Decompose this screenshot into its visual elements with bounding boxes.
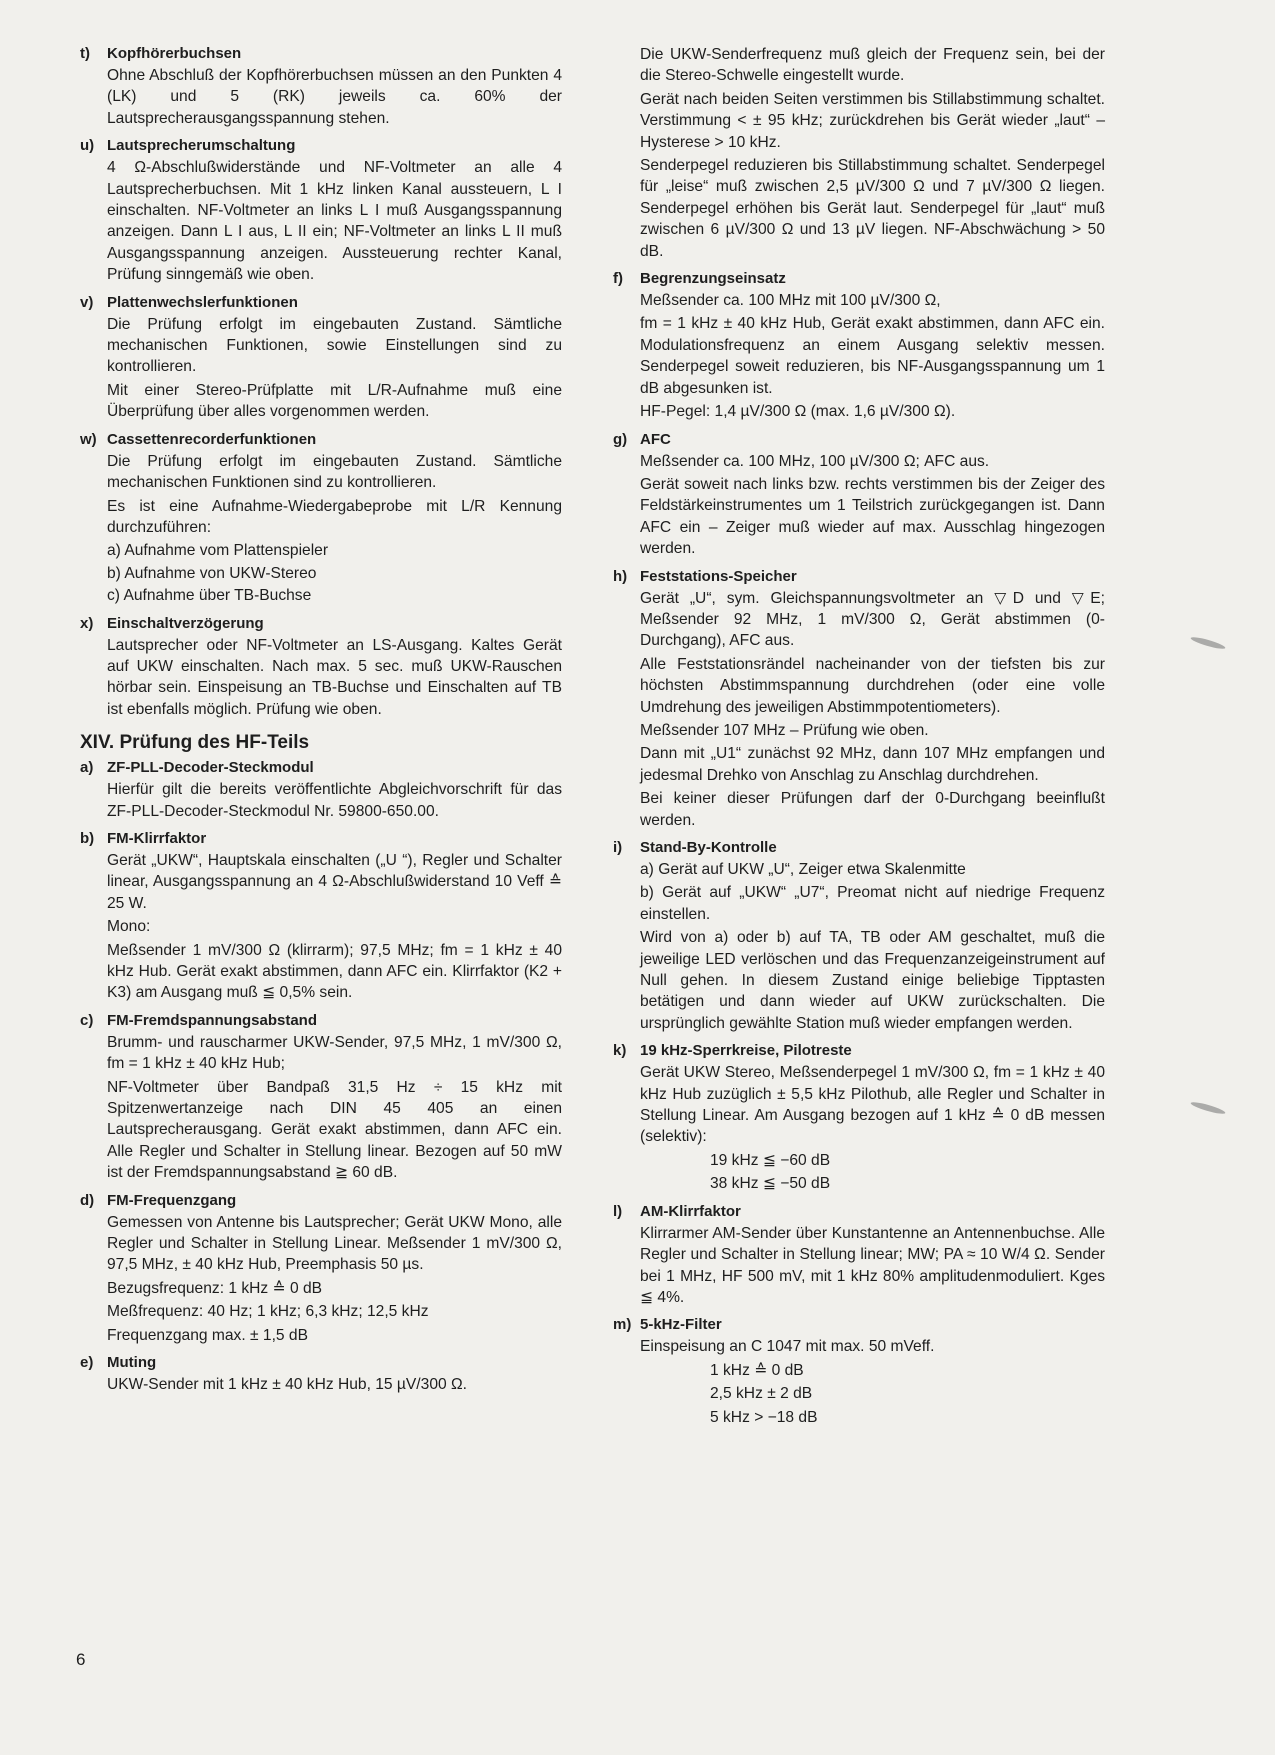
list-item: b) Aufnahme von UKW-Stereo [107,564,317,582]
section [80,136,562,285]
section-letter: l) [613,1202,623,1220]
paper-mark-upper [1190,635,1226,651]
section-body [107,157,562,285]
section-body [640,290,1105,422]
paragraph: Die Prüfung erfolgt im eingebauten Zustand. Sämtliche mechanischen Funktionen, sowie Einstellungen sind zu kontrollieren. [107,315,562,376]
section-body [107,779,562,822]
section-body [107,850,562,1004]
paragraph: Bei keiner dieser Prüfungen darf der 0-Durchgang beeinflußt werden. [640,790,1105,829]
section-letter: w) [80,430,97,448]
section-body [107,314,562,423]
chapter-title: XIV. Prüfung des HF-Teils [80,732,310,754]
section-body [107,1032,562,1184]
section-letter: i) [613,839,623,856]
section-heading [613,1202,1105,1221]
section-letter: a) [80,759,94,777]
section-letter: v) [80,293,94,311]
section-title: 19 kHz-Sperrkreise, Pilotreste [640,1042,852,1060]
section-title: ZF-PLL-Decoder-Steckmodul [107,759,314,777]
section-heading [80,1191,562,1210]
section-heading [80,1353,562,1372]
section-title: Cassettenrecorderfunktionen [107,430,317,448]
section-title: FM-Fremdspannungsabstand [107,1011,318,1029]
paragraph: Meßsender 1 mV/300 Ω (klirrarm); 97,5 MHz; fm = 1 kHz ± 40 kHz Hub. Gerät exakt abstimmen, dann AFC ein. Klirrfaktor (K2 + K3) am Ausgang muß ≦ 0,5% sein. [107,941,562,1002]
section [80,430,562,607]
list-item: a) Aufnahme vom Plattenspieler [107,542,329,560]
section [80,1191,562,1346]
paragraph: Wird von a) oder b) auf TA, TB oder AM geschaltet, muß die jeweilige LED verlöschen und das Frequenzanzeigeinstrument auf Null gehen. In diesem Zustand einige beliebige Tipptasten betätigen und dann wieder auf UKW zurückschalten. Die ursprünglich gewählte Station muß wieder empfangen werden. [640,929,1105,1032]
paragraph: Meßfrequenz: 40 Hz; 1 kHz; 6,3 kHz; 12,5 kHz [107,1303,429,1321]
paragraph: Lautsprecher oder NF-Voltmeter an LS-Ausgang. Kaltes Gerät auf UKW einschalten. Nach max. 5 sec. muß UKW-Rauschen hörbar sein. Einspeisung an TB-Buchse und Einschalten auf TB ist ebenfalls möglich. Prüfung wie oben. [107,636,562,718]
paragraph: fm = 1 kHz ± 40 kHz Hub, Gerät exakt abstimmen, dann AFC ein. Modulationsfrequenz an einem Ausgang selektiv messen. Senderpegel soweit reduzieren, bis NF-Ausgangsspannung um 1 dB abgesunken ist. [640,315,1105,397]
paragraph: Die UKW-Senderfrequenz muß gleich der Frequenz sein, bei der die Stereo-Schwelle eingestellt wurde. [640,46,1105,85]
paragraph: HF-Pegel: 1,4 µV/300 Ω (max. 1,6 µV/300 Ω). [640,403,956,421]
section [80,614,562,721]
paragraph: Meßsender ca. 100 MHz mit 100 µV/300 Ω, [640,292,941,310]
section-title: Plattenwechslerfunktionen [107,293,298,311]
section-letter: b) [80,829,95,847]
section-body [640,1062,1105,1194]
list-item: c) Aufnahme über TB-Buchse [107,587,312,605]
paragraph: 1 kHz ≙ 0 dB [710,1361,804,1379]
section-heading [80,829,562,848]
section [613,1041,1105,1194]
paragraph: Gerät UKW Stereo, Meßsenderpegel 1 mV/300 Ω, fm = 1 kHz ± 40 kHz Hub zuzüglich ± 5,5 kHz Pilothub, alle Regler und Schalter in Stellung Linear. Am Ausgang bezogen auf 1 kHz ≙ 0 dB messen (selektiv): [640,1064,1105,1146]
section-title: 5-kHz-Filter [640,1316,722,1334]
section-title: AFC [640,430,671,448]
section-heading [80,614,562,633]
paragraph: 5 kHz > −18 dB [710,1408,818,1426]
section-letter: x) [80,614,94,632]
section [613,269,1105,422]
paragraph: Meßsender 107 MHz – Prüfung wie oben. [640,721,929,739]
paragraph: Klirrarmer AM-Sender über Kunstantenne an Antennenbuchse. Alle Regler und Schalter in Stellung linear; MW; PA ≈ 10 W/4 Ω. Sender bei 1 MHz, HF 500 mV, mit 1 kHz 80% amplitudenmoduliert. Kges ≦ 4%. [640,1224,1105,1306]
section-heading [613,1041,1105,1060]
section-heading [80,136,562,155]
section-heading [80,430,562,449]
paragraph: Mit einer Stereo-Prüfplatte mit L/R-Aufnahme muß eine Überprüfung über alles vorgenommen werden. [107,381,562,421]
section [80,1353,562,1395]
section-heading [613,1315,1105,1334]
section [613,567,1105,831]
section-title: Lautsprecherumschaltung [107,137,296,155]
paragraph: Alle Feststationsrändel nacheinander von der tiefsten bis zur höchsten Abstimmspannung durchdrehen (oder eine volle Umdrehung des jeweiligen Abstimmpotentiometers). [640,655,1105,716]
section [80,44,562,129]
section-body [107,1212,562,1346]
paragraph: a) Gerät auf UKW „U“, Zeiger etwa Skalenmitte [640,861,966,878]
section-heading [613,838,1105,857]
section-body [107,451,562,607]
section [80,293,562,423]
section [613,1315,1105,1428]
right-column [613,44,1105,1435]
section-letter: f) [613,270,623,288]
paragraph: Gemessen von Antenne bis Lautsprecher; Gerät UKW Mono, alle Regler und Schalter in Stellung Linear. Meßsender 1 mV/300 Ω, 97,5 MHz, ± 40 kHz Hub, Preemphasis 50 µs. [107,1213,562,1274]
paragraph: Gerät „U“, sym. Gleichspannungsvoltmeter an ▽D und ▽E; Meßsender 92 MHz, 1 mV/300 Ω, Gerät abstimmen (0-Durchgang), AFC aus. [640,589,1105,650]
paragraph: Gerät nach beiden Seiten verstimmen bis Stillabstimmung schaltet. Verstimmung < ± 95 kHz; zurückdrehen bis Gerät wieder „laut“ – Hysterese > 10 kHz. [640,90,1105,151]
section-title: Feststations-Speicher [640,567,797,585]
section-title: FM-Klirrfaktor [107,829,207,847]
section-title: AM-Klirrfaktor [640,1202,741,1220]
section-letter: m) [613,1316,632,1334]
section-heading [80,1011,562,1030]
section-letter: u) [80,137,95,155]
paragraph: Brumm- und rauscharmer UKW-Sender, 97,5 MHz, 1 mV/300 Ω, fm = 1 kHz ± 40 kHz Hub; [107,1033,562,1073]
section-body [640,588,1105,831]
section-title: Kopfhörerbuchsen [107,45,242,62]
section-body [640,859,1105,1034]
section-body [640,1223,1105,1309]
section-letter: k) [613,1042,627,1060]
section-letter: t) [80,45,90,62]
paragraph: Meßsender ca. 100 MHz, 100 µV/300 Ω; AFC aus. [640,452,990,470]
section-body [107,635,562,721]
left-column [80,44,562,1403]
paragraph: 4 Ω-Abschlußwiderstände und NF-Voltmeter an alle 4 Lautsprecherbuchsen. Mit 1 kHz linken Kanal aussteuern, L I einschalten. NF-Voltmeter an links L I muß Ausgangsspannung anzeigen. Dann L I aus, L II ein; NF-Voltmeter an links L II muß Ausgangsspannung anzeigen. Aussteuerung rechter Kanal, Prüfung sinngemäß wie oben. [107,159,562,284]
paragraph: Hierfür gilt die bereits veröffentlichte Abgleichvorschrift für das ZF-PLL-Decoder-Steckmodul Nr. 59800-650.00. [107,781,562,820]
paragraph: Ohne Abschluß der Kopfhörerbuchsen müssen an den Punkten 4 (LK) und 5 (RK) jeweils ca. 60% der Lautsprecherausgangsspannung stehen. [107,67,562,127]
section [613,44,1105,262]
paragraph: Es ist eine Aufnahme-Wiedergabeprobe mit L/R Kennung durchzuführen: [107,497,562,536]
paragraph: 2,5 kHz ± 2 dB [710,1385,813,1403]
paragraph: Einspeisung an C 1047 mit max. 50 mVeff. [640,1338,935,1356]
section [613,838,1105,1034]
section-body [640,1336,1105,1428]
section-title: Stand-By-Kontrolle [640,839,777,856]
paper-mark-lower [1190,1100,1226,1116]
section-heading [613,269,1105,288]
section-title: Begrenzungseinsatz [640,270,786,288]
section [613,430,1105,560]
section-letter: e) [80,1354,94,1372]
section-body [107,65,562,129]
section-body [107,1374,562,1395]
section-heading [613,430,1105,449]
paragraph: Senderpegel reduzieren bis Stillabstimmung schaltet. Senderpegel für „leise“ muß zwischen 2,5 µV/300 Ω und 7 µV/300 Ω liegen. Senderpegel erhöhen bis Gerät laut. Senderpegel für „laut“ muß zwischen 6 µV/300 Ω und 13 µV liegen. NF-Abschwächung > 50 dB. [640,157,1105,260]
section-title: FM-Frequenzgang [107,1191,237,1209]
section [613,1202,1105,1309]
section-heading [80,758,562,777]
paragraph: Bezugsfrequenz: 1 kHz ≙ 0 dB [107,1279,323,1297]
paragraph: UKW-Sender mit 1 kHz ± 40 kHz Hub, 15 µV/300 Ω. [107,1376,467,1394]
page-number: 6 [76,1650,86,1669]
section-heading [613,567,1105,586]
section-letter: c) [80,1011,94,1029]
paragraph: Gerät „UKW“, Hauptskala einschalten („U “), Regler und Schalter linear, Ausgangsspannung an 4 Ω-Abschlußwiderstand 10 Veff ≙ 25 W. [107,851,562,912]
paragraph: Gerät soweit nach links bzw. rechts verstimmen bis der Zeiger des Feldstärkeinstrumentes um 1 Teilstrich zurückgegangen ist. Dann AFC ein – Zeiger muß wieder auf max. Ausschlag hingezogen werden. [640,475,1105,558]
section-letter: h) [613,567,628,585]
section [80,1011,562,1184]
section-heading [80,44,562,63]
section-letter: g) [613,430,628,448]
paragraph: Die Prüfung erfolgt im eingebauten Zustand. Sämtliche mechanischen Funktionen sind zu kontrollieren. [107,452,562,492]
paragraph: NF-Voltmeter über Bandpaß 31,5 Hz ÷ 15 kHz mit Spitzenwertanzeige nach DIN 45 405 an einen Lautsprecherausgang. Gerät exakt abstimmen, dann AFC ein. Alle Regler und Schalter in Stellung linear. Bezogen auf 50 mW ist der Fremdspannungsabstand ≧ 60 dB. [107,1078,562,1182]
section-heading [80,293,562,312]
section-letter: d) [80,1191,95,1209]
paragraph: 38 kHz ≦ −50 dB [710,1175,831,1193]
paragraph: b) Gerät auf „UKW“ „U7“, Preomat nicht auf niedrige Frequenz einstellen. [640,884,1105,923]
section [80,829,562,1004]
paragraph: Dann mit „U1“ zunächst 92 MHz, dann 107 MHz empfangen und jedesmal Drehko von Anschlag zu Anschlag durchdrehen. [640,745,1105,784]
paragraph: Mono: [107,918,151,936]
paragraph: 19 kHz ≦ −60 dB [710,1151,831,1169]
section-title: Muting [107,1354,157,1372]
section-title: Einschaltverzögerung [107,614,264,632]
section-body [640,44,1105,262]
paragraph: Frequenzgang max. ± 1,5 dB [107,1326,308,1344]
section [80,758,562,822]
section-body [640,451,1105,560]
